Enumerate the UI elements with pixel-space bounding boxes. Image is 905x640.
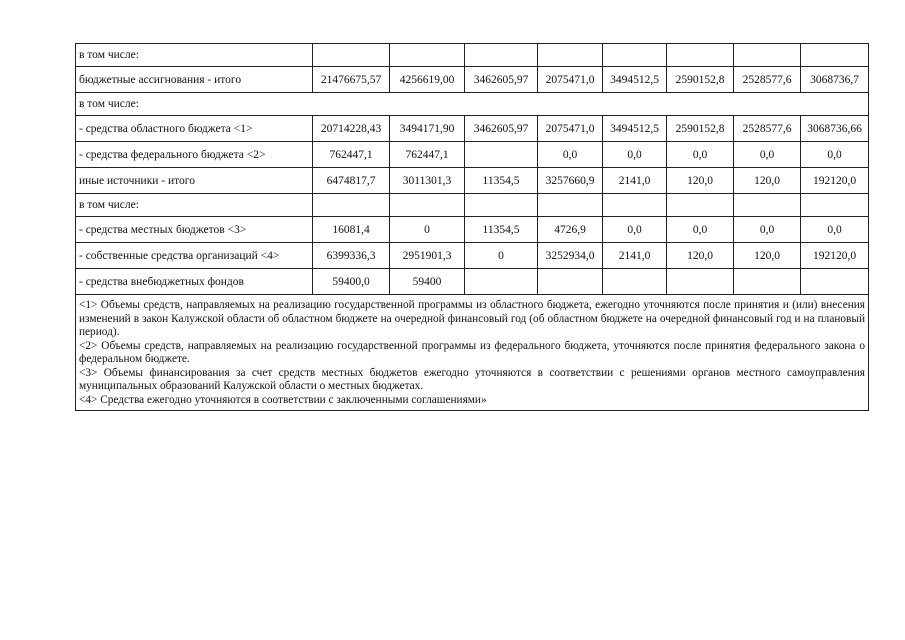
row-label: - средства областного бюджета <1> — [76, 116, 313, 142]
table-row — [76, 44, 869, 67]
table-cell — [734, 269, 801, 295]
table-cell: 6474817,7 — [313, 168, 390, 194]
table-cell: 3462605,97 — [465, 116, 538, 142]
table-cell — [538, 44, 603, 67]
table-cell: 0 — [390, 217, 465, 243]
table-cell: 3011301,3 — [390, 168, 465, 194]
table-cell: 762447,1 — [313, 142, 390, 168]
table-cell: 120,0 — [734, 168, 801, 194]
table-cell: 2141,0 — [603, 243, 667, 269]
table-cell — [538, 269, 603, 295]
table-row — [76, 67, 869, 93]
row-label: в том числе: — [76, 44, 313, 67]
table-cell — [667, 194, 734, 217]
table-cell — [734, 44, 801, 67]
table-cell: 2528577,6 — [734, 67, 801, 93]
table-row — [76, 168, 869, 194]
table-cell: 59400,0 — [313, 269, 390, 295]
table-cell — [465, 269, 538, 295]
table-cell: 0,0 — [603, 217, 667, 243]
row-label: - собственные средства организаций <4> — [76, 243, 313, 269]
table-cell: 192120,0 — [801, 168, 869, 194]
footnote-3: <3> Объемы финансирования за счет средств местных бюджетов ежегодно уточняются в соответствии с решениями органов местного самоуправления муниципальных образований Калужской области о местных бюджетах. — [79, 366, 865, 392]
table-cell — [465, 194, 538, 217]
table-cell — [313, 44, 390, 67]
table-cell: 16081,4 — [313, 217, 390, 243]
row-label: в том числе: — [76, 194, 313, 217]
table-cell: 11354,5 — [465, 168, 538, 194]
row-label: - средства внебюджетных фондов — [76, 269, 313, 295]
table-cell: 3257660,9 — [538, 168, 603, 194]
table-row — [76, 269, 869, 295]
table-row — [76, 194, 869, 217]
table-cell: 192120,0 — [801, 243, 869, 269]
table-row — [76, 217, 869, 243]
table-cell — [603, 44, 667, 67]
table-cell: 3494512,5 — [603, 67, 667, 93]
table-cell: 0,0 — [734, 217, 801, 243]
table-cell: 3252934,0 — [538, 243, 603, 269]
row-label: иные источники - итого — [76, 168, 313, 194]
table-cell: 0 — [465, 243, 538, 269]
table-cell: 4726,9 — [538, 217, 603, 243]
row-label: - средства местных бюджетов <3> — [76, 217, 313, 243]
table-cell: 4256619,00 — [390, 67, 465, 93]
table-cell: 0,0 — [603, 142, 667, 168]
table-cell — [801, 269, 869, 295]
table-cell — [465, 44, 538, 67]
table-cell: 59400 — [390, 269, 465, 295]
table-cell — [603, 269, 667, 295]
table-cell: 21476675,57 — [313, 67, 390, 93]
row-label: в том числе: — [76, 93, 869, 116]
table-cell: 2951901,3 — [390, 243, 465, 269]
footnote-4: <4> Средства ежегодно уточняются в соответствии с заключенными соглашениями» — [79, 393, 487, 406]
table-row — [76, 243, 869, 269]
table-cell: 0,0 — [801, 142, 869, 168]
table-cell: 762447,1 — [390, 142, 465, 168]
table-cell: 3494171,90 — [390, 116, 465, 142]
table-cell — [801, 44, 869, 67]
table-cell: 11354,5 — [465, 217, 538, 243]
table-cell — [667, 44, 734, 67]
table-cell — [734, 194, 801, 217]
table-cell: 120,0 — [667, 168, 734, 194]
table-cell: 3494512,5 — [603, 116, 667, 142]
table-row — [76, 142, 869, 168]
table-cell: 3068736,7 — [801, 67, 869, 93]
table-cell — [801, 194, 869, 217]
table-cell — [603, 194, 667, 217]
table-row — [76, 93, 869, 116]
row-label: бюджетные ассигнования - итого — [76, 67, 313, 93]
table-row — [76, 116, 869, 142]
table-cell: 120,0 — [667, 243, 734, 269]
notes-row — [76, 295, 869, 411]
table-cell — [538, 194, 603, 217]
table-cell: 0,0 — [667, 142, 734, 168]
table-cell: 2590152,8 — [667, 67, 734, 93]
table-cell: 2075471,0 — [538, 116, 603, 142]
row-label: - средства федерального бюджета <2> — [76, 142, 313, 168]
table-cell: 2528577,6 — [734, 116, 801, 142]
table-cell: 0,0 — [538, 142, 603, 168]
table-cell: 2141,0 — [603, 168, 667, 194]
table-cell: 2075471,0 — [538, 67, 603, 93]
table-cell — [465, 142, 538, 168]
table-cell: 6399336,3 — [313, 243, 390, 269]
footnote-1: <1> Объемы средств, направляемых на реализацию государственной программы из областного бюджета, ежегодно уточняются после принятия и (или) внесения изменений в закон Калужской области об областном бюджете на очередной финансовый год (об областном бюджете на очередной финансовый год и на плановый период). — [79, 299, 865, 338]
table-cell — [313, 194, 390, 217]
table-body — [76, 44, 869, 295]
table-cell — [667, 269, 734, 295]
table-cell: 0,0 — [734, 142, 801, 168]
footnotes — [76, 295, 869, 411]
table-cell: 2590152,8 — [667, 116, 734, 142]
table-cell: 3462605,97 — [465, 67, 538, 93]
table-cell: 0,0 — [667, 217, 734, 243]
table-cell: 120,0 — [734, 243, 801, 269]
footnote-2: <2> Объемы средств, направляемых на реализацию государственной программы из федерального бюджета, уточняются после принятия федерального закона о федеральном бюджете. — [79, 339, 865, 365]
table-cell: 0,0 — [801, 217, 869, 243]
table-cell: 3068736,66 — [801, 116, 869, 142]
budget-table — [75, 43, 869, 411]
table-cell — [390, 194, 465, 217]
table-cell: 20714228,43 — [313, 116, 390, 142]
table-cell — [390, 44, 465, 67]
